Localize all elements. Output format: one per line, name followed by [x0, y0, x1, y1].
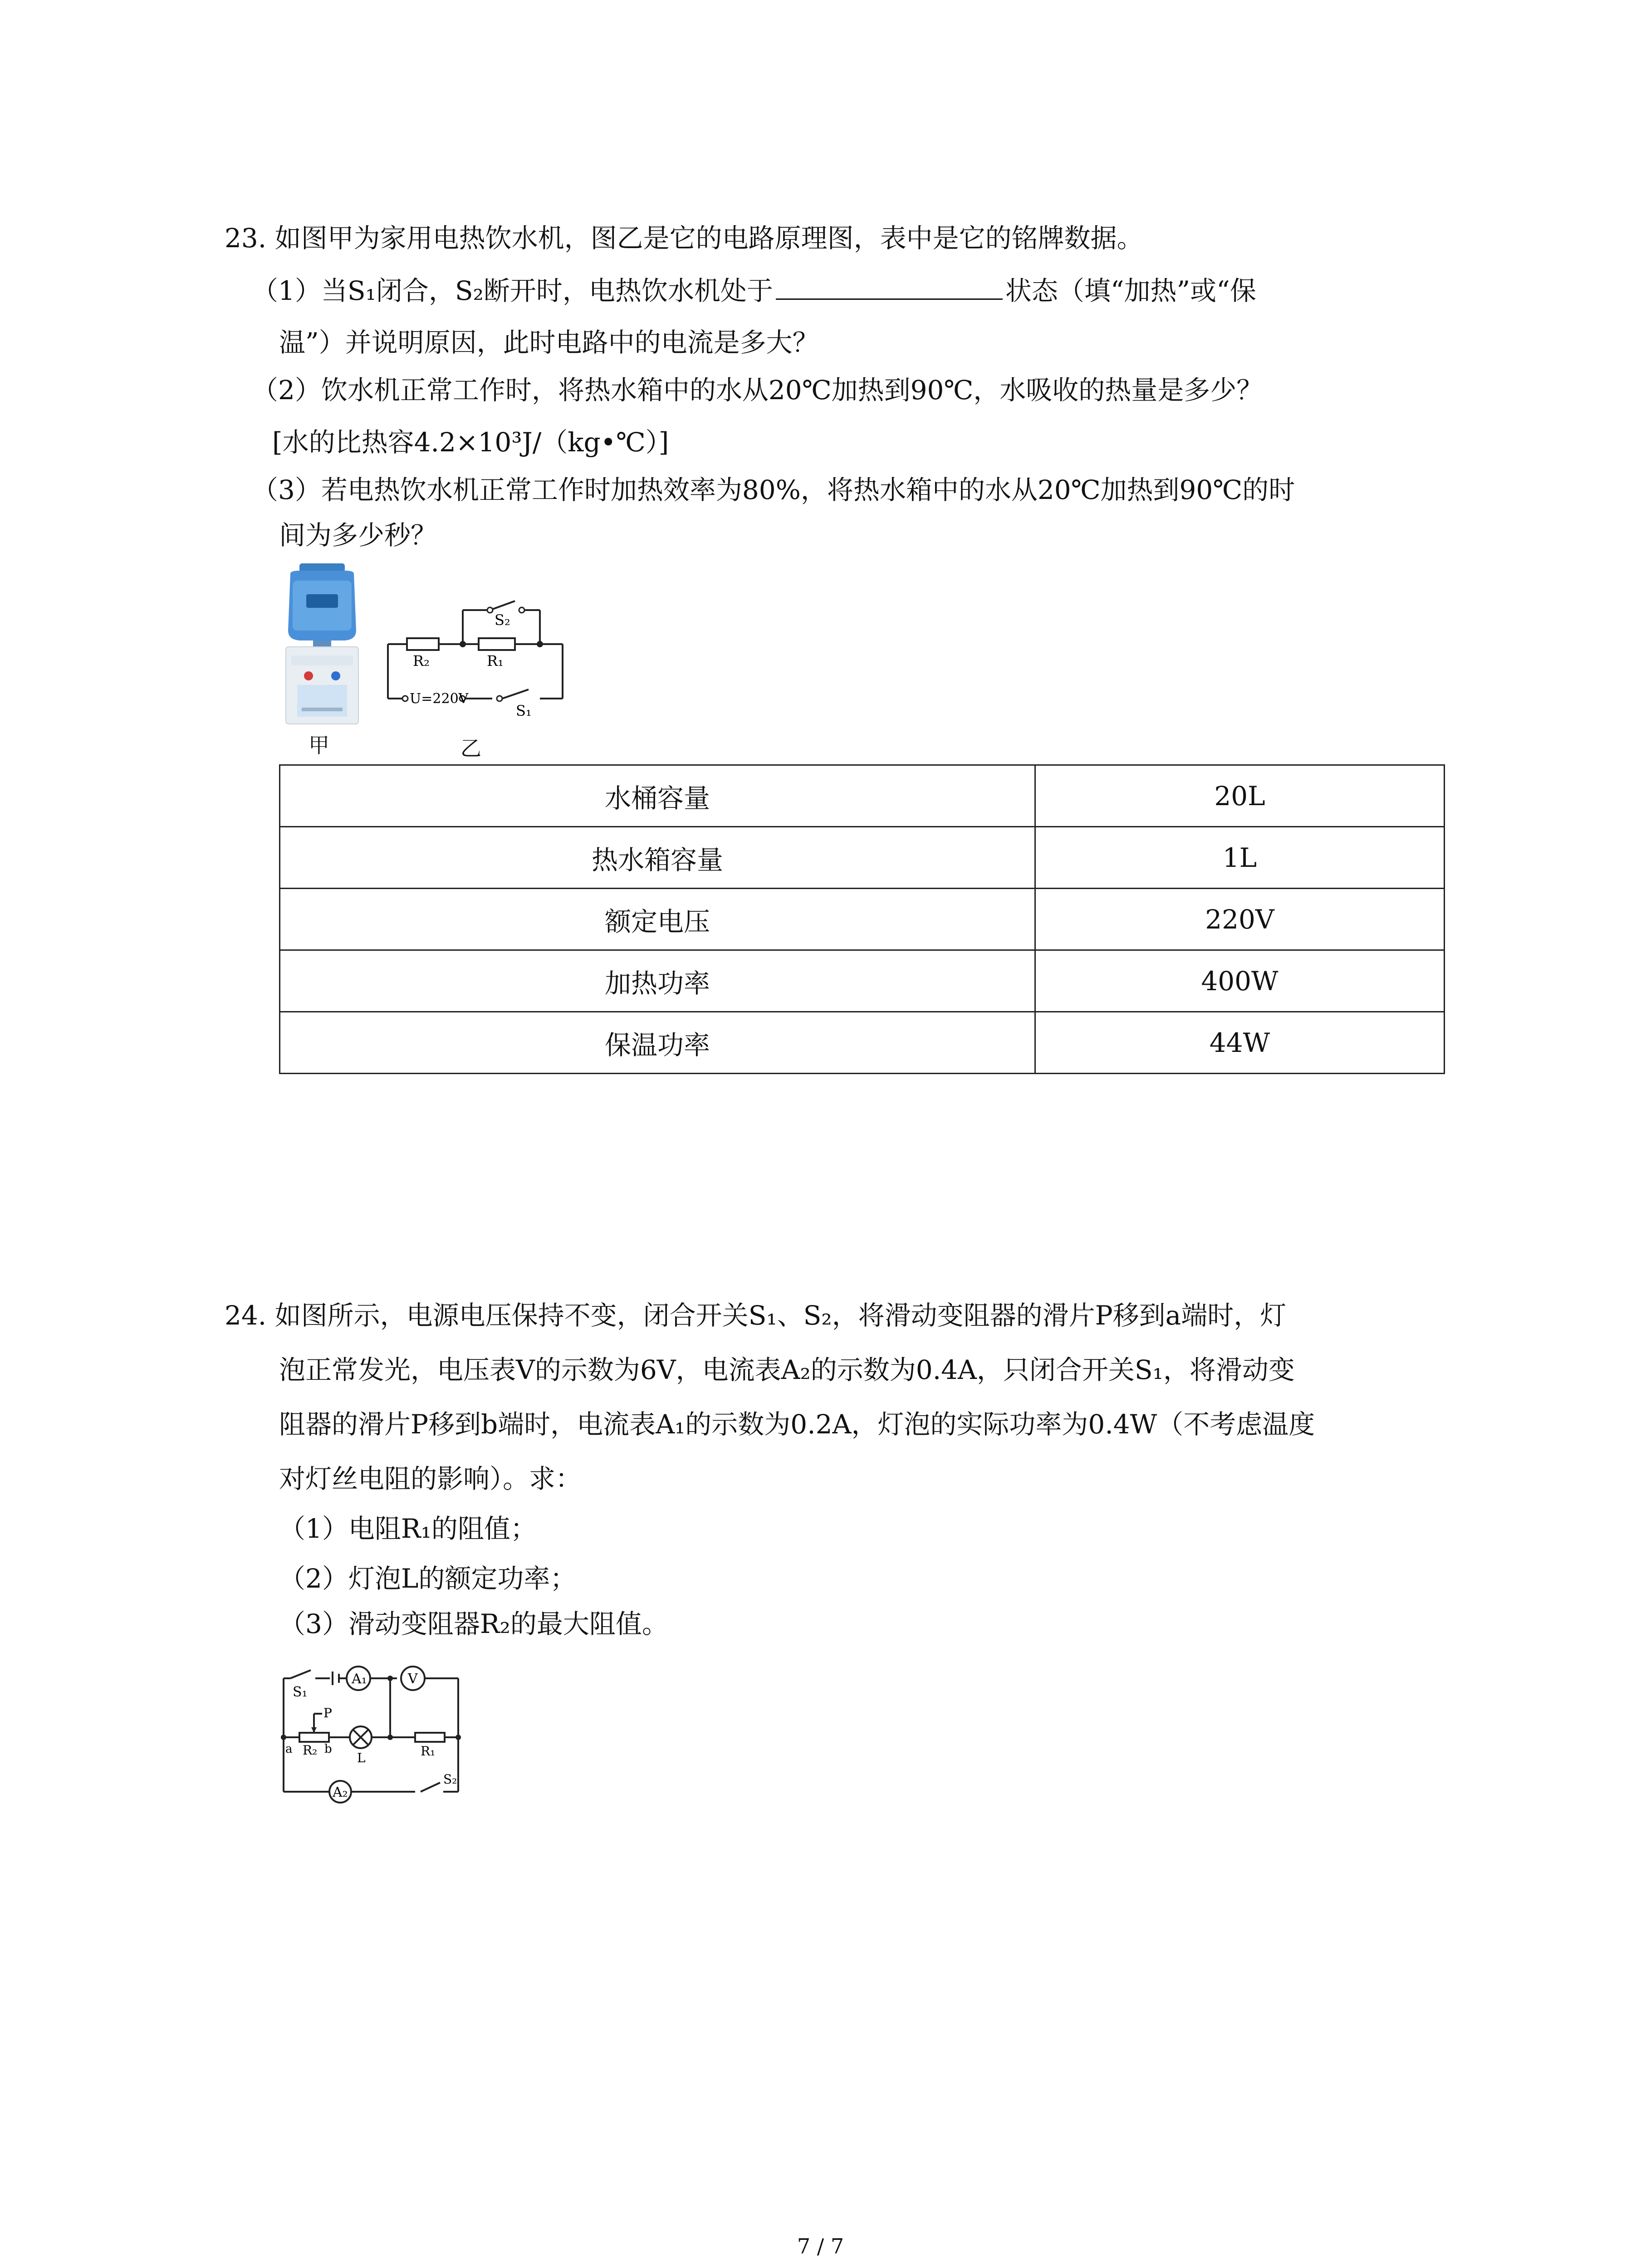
spec-table [279, 764, 1445, 1074]
table-cell-value: 400W [1035, 950, 1445, 1012]
circuit-diagram-yi [383, 594, 574, 726]
q23-part1-before-blank: （1）当S₁闭合，S₂断开时，电热饮水机处于 [252, 275, 773, 306]
q23-part2-line2: [水的比热容4.2×10³J/（kg•℃）] [272, 427, 669, 458]
label-r2: R₂ [413, 652, 430, 670]
q24-line4: 对灯丝电阻的影响）。求： [279, 1463, 582, 1494]
label-slider-p: P [323, 1706, 332, 1721]
table-cell-item: 水桶容量 [280, 765, 1035, 827]
table-cell-item: 保温功率 [280, 1012, 1035, 1074]
label-end-a: a [285, 1742, 293, 1756]
q24-part2: （2）灯泡L的额定功率； [279, 1563, 577, 1594]
circuit-diagram-q24 [279, 1660, 479, 1805]
q23-part1-line2: 温”）并说明原因，此时电路中的电流是多大？ [279, 327, 819, 358]
label-voltage: U=220V [410, 691, 469, 707]
q23-title: 23. 如图甲为家用电热饮水机，图乙是它的电路原理图，表中是它的铭牌数据。 [225, 223, 1143, 254]
label-s1: S₁ [516, 702, 532, 719]
label-s2: S₂ [495, 611, 510, 629]
table-cell-value: 220V [1035, 889, 1445, 950]
label-s1: S₁ [293, 1684, 308, 1700]
table-cell-item: 额定电压 [280, 889, 1035, 950]
q23-part3-line2: 间为多少秒？ [279, 520, 437, 551]
q24-line3: 阻器的滑片P移到b端时，电流表A₁的示数为0.2A，灯泡的实际功率为0.4W（不考虑温度 [279, 1409, 1315, 1440]
ammeter-a1-label: A₁ [352, 1671, 367, 1687]
table-row [280, 889, 1445, 950]
table-row [280, 1012, 1445, 1074]
label-end-b: b [324, 1742, 332, 1756]
voltmeter-label: V [408, 1671, 418, 1687]
q23-part2-line1: （2）饮水机正常工作时，将热水箱中的水从20℃加热到90℃，水吸收的热量是多少？ [252, 375, 1263, 406]
table-cell-value: 20L [1035, 765, 1445, 827]
table-cell-value: 44W [1035, 1012, 1445, 1074]
q24-line1: 24. 如图所示，电源电压保持不变，闭合开关S₁、S₂，将滑动变阻器的滑片P移到a端时，灯 [225, 1300, 1287, 1331]
q23-part1-after-blank: 状态（填“加热”或“保 [1005, 275, 1256, 306]
label-r1: R₁ [421, 1744, 436, 1759]
label-s2: S₂ [443, 1772, 457, 1787]
table-cell-item: 热水箱容量 [280, 827, 1035, 889]
water-dispenser-image [281, 562, 363, 726]
table-row [280, 765, 1445, 827]
ammeter-a2-label: A₂ [333, 1784, 348, 1800]
page-number: 7 / 7 [797, 2234, 844, 2258]
q24-part1: （1）电阻R₁的阻值； [279, 1513, 537, 1544]
table-cell-item: 加热功率 [280, 950, 1035, 1012]
answer-blank[interactable] [776, 272, 1003, 300]
q23-part1-line1 [252, 272, 1256, 309]
table-row [280, 950, 1445, 1012]
q24-line2: 泡正常发光，电压表V的示数为6V，电流表A₂的示数为0.4A，只闭合开关S₁，将滑动变 [279, 1354, 1295, 1385]
table-cell-value: 1L [1035, 827, 1445, 889]
q24-part3: （3）滑动变阻器R₂的最大阻值。 [279, 1608, 668, 1639]
label-lamp: L [357, 1750, 366, 1765]
table-row [280, 827, 1445, 889]
label-r1: R₁ [487, 652, 504, 670]
q23-part3-line1: （3）若电热饮水机正常工作时加热效率为80%，将热水箱中的水从20℃加热到90℃的时 [252, 474, 1295, 505]
figure-yi-caption: 乙 [460, 736, 481, 761]
figure-jia-caption: 甲 [309, 733, 329, 758]
label-r2: R₂ [303, 1743, 318, 1758]
